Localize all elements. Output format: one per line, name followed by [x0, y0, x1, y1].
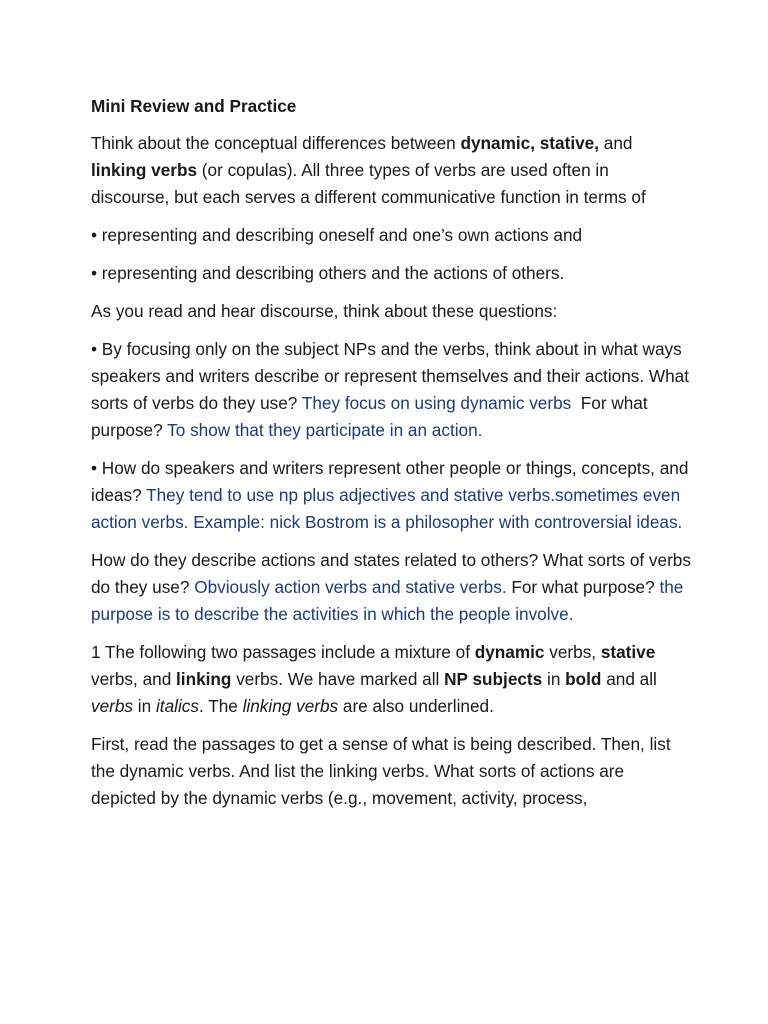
bullet-item-2: • representing and describing others and the actions of others.: [91, 263, 565, 283]
text-run: are also underlined.: [338, 696, 494, 716]
text-run: verbs, and: [91, 669, 177, 689]
exercise-1-paragraph: [91, 639, 691, 720]
answer-text: To show that they participate in an action.: [167, 420, 483, 440]
answer-text: They focus on using dynamic verbs: [301, 393, 572, 413]
questions-intro: As you read and hear discourse, think about these questions:: [91, 301, 558, 321]
bold-term: linking verbs: [91, 160, 198, 180]
question-text: For what purpose?: [91, 393, 653, 440]
text-run: in: [133, 696, 156, 716]
text-run: and all: [601, 669, 657, 689]
question-text: How do they describe actions and states related to others? What sorts of verbs do they use?: [91, 550, 691, 597]
question-text: • By focusing only on the subject NPs and the verbs, think about in what ways speakers and writers describe or represent themselves and their actions. What sorts of verbs do they use?: [91, 339, 690, 413]
bold-term: bold: [565, 669, 602, 689]
document-title: Mini Review and Practice: [91, 96, 297, 116]
text-run: verbs,: [544, 642, 601, 662]
instructions-paragraph: First, read the passages to get a sense of what is being described. Then, list the dynamic verbs. And list the linking verbs. What sorts of actions are depicted by the dynamic verbs (e.g., movement, activity, process,: [91, 734, 671, 808]
text-run: in: [542, 669, 566, 689]
bold-term: dynamic: [474, 642, 545, 662]
text-run: Think about the conceptual differences between: [91, 133, 461, 153]
question-text: For what purpose?: [506, 577, 660, 597]
question-2: [91, 455, 691, 536]
italic-term: verbs: [91, 696, 134, 716]
answer-text: Obviously action verbs and stative verbs.: [194, 577, 507, 597]
bold-term: stative: [600, 642, 656, 662]
question-text: • How do speakers and writers represent other people or things, concepts, and ideas?: [91, 458, 689, 505]
italic-term: linking verbs: [242, 696, 339, 716]
text-run: . The: [198, 696, 243, 716]
text-run: and: [598, 133, 633, 153]
bold-term: linking: [176, 669, 232, 689]
answer-text: They tend to use np plus adjectives and stative verbs.sometimes even action verbs. Example: nick Bostrom is a philosopher with controversial ideas.: [91, 485, 683, 532]
bold-term: dynamic, stative,: [460, 133, 599, 153]
bold-term: NP subjects: [444, 669, 543, 689]
italic-term: italics: [155, 696, 199, 716]
text-run: 1 The following two passages include a mixture of: [91, 642, 475, 662]
intro-paragraph: [91, 130, 691, 211]
question-1: [91, 336, 691, 444]
question-3: [91, 547, 691, 628]
text-run: verbs. We have marked all: [231, 669, 445, 689]
document-page: [91, 93, 691, 823]
bullet-item-1: • representing and describing oneself and one’s own actions and: [91, 225, 583, 245]
answer-text: the purpose is to describe the activities in which the people involve.: [91, 577, 684, 624]
text-run: (or copulas). All three types of verbs are used often in discourse, but each serves a different communicative function in terms of: [91, 160, 646, 207]
